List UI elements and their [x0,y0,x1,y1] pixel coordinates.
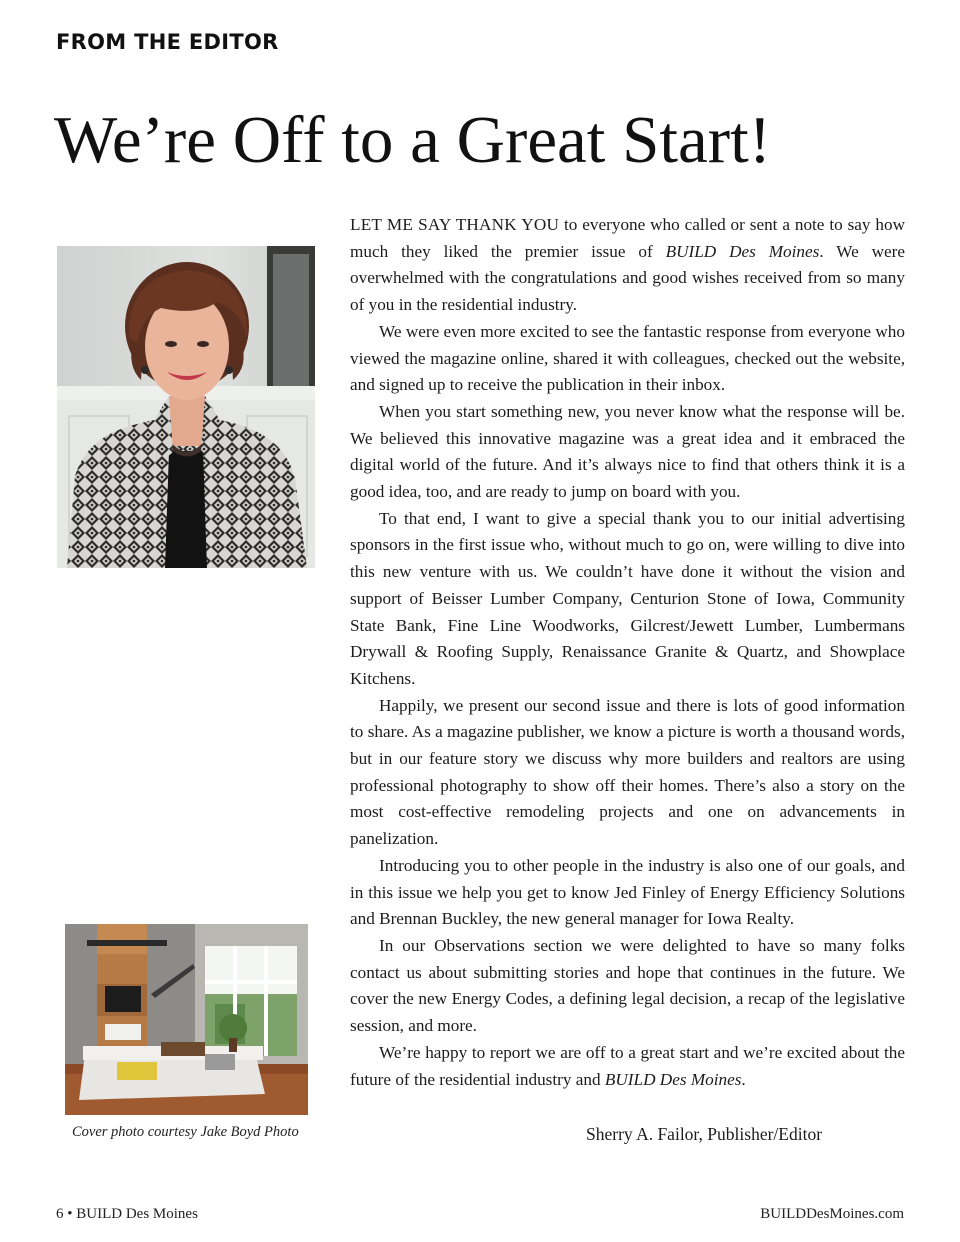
page-title: We’re Off to a Great Start! [54,103,772,177]
footer-website-link[interactable]: BUILDDesMoines.com [760,1206,904,1222]
article-body [350,212,905,1093]
article-paragraph-1: LET ME SAY THANK YOU to everyone who called or sent a note to say how much they liked the premier issue of BUILD Des Moines. We were overwhelmed with the congratulations and good wishes received from so many of you in the residential industry. [350,215,906,315]
editor-signature: Sherry A. Failor, Publisher/Editor [586,1124,823,1144]
article-paragraph-3: When you start something new, you never know what the response will be. We believed this innovative magazine was a great idea and it embraced the digital world of the future. And it’s always nice to find that others think it is a good idea, too, and are ready to jump on board with you. [350,401,905,502]
article-paragraph-7: In our Observations section we were delighted to have so many folks contact us about submitting stories and hope that continues in the future. We cover the new Energy Codes, a defining legal decision, a recap of the legislative session, and more. [350,935,905,1036]
magazine-title: BUILD Des Moines [604,1069,742,1089]
section-label: FROM THE EDITOR [56,30,279,54]
article-lead-in: LET ME SAY THANK YOU [350,215,560,234]
article-paragraph-6: Introducing you to other people in the industry is also one of our goals, and in this issue we help you get to know Jed Finley of Energy Efficiency Solutions and Brennan Buckley, the new general manager for Iowa Realty. [350,855,905,929]
article-paragraph-4: To that end, I want to give a special thank you to our initial advertising sponsors in the first issue who, without much to go on, were willing to dive into this new venture with us. We couldn’t have done it without the vision and support of Beisser Lumber Company, Centurion Stone of Iowa, Community State Bank, Fine Line Woodworks, Gilcrest/Jewett Lumber, Lumbermans Drywall & Roofing Supply, Renaissance Granite & Quartz, and Showplace Kitchens. [350,508,905,688]
magazine-title: BUILD Des Moines [665,241,820,261]
article-paragraph-8: We’re happy to report we are off to a great start and we’re excited about the future of the residential industry and BUILD Des Moines. [350,1042,905,1089]
footer-page-number: 6 • BUILD Des Moines [56,1206,198,1222]
article-paragraph-2: We were even more excited to see the fantastic response from everyone who viewed the magazine online, shared it with colleagues, checked out the website, and signed up to receive the publication in their inbox. [350,321,905,395]
editor-portrait-photo [57,246,315,568]
article-paragraph-5: Happily, we present our second issue and there is lots of good information to share. As a magazine publisher, we know a picture is worth a thousand words, but in our feature story we discuss why more builders and realtors are using professional photography to show off their homes. There’s also a story on the most cost-effective remodeling projects and one on advancements in panelization. [350,695,905,849]
cover-photo-caption: Cover photo courtesy Jake Boyd Photo [72,1124,299,1140]
cover-photo [65,924,308,1115]
